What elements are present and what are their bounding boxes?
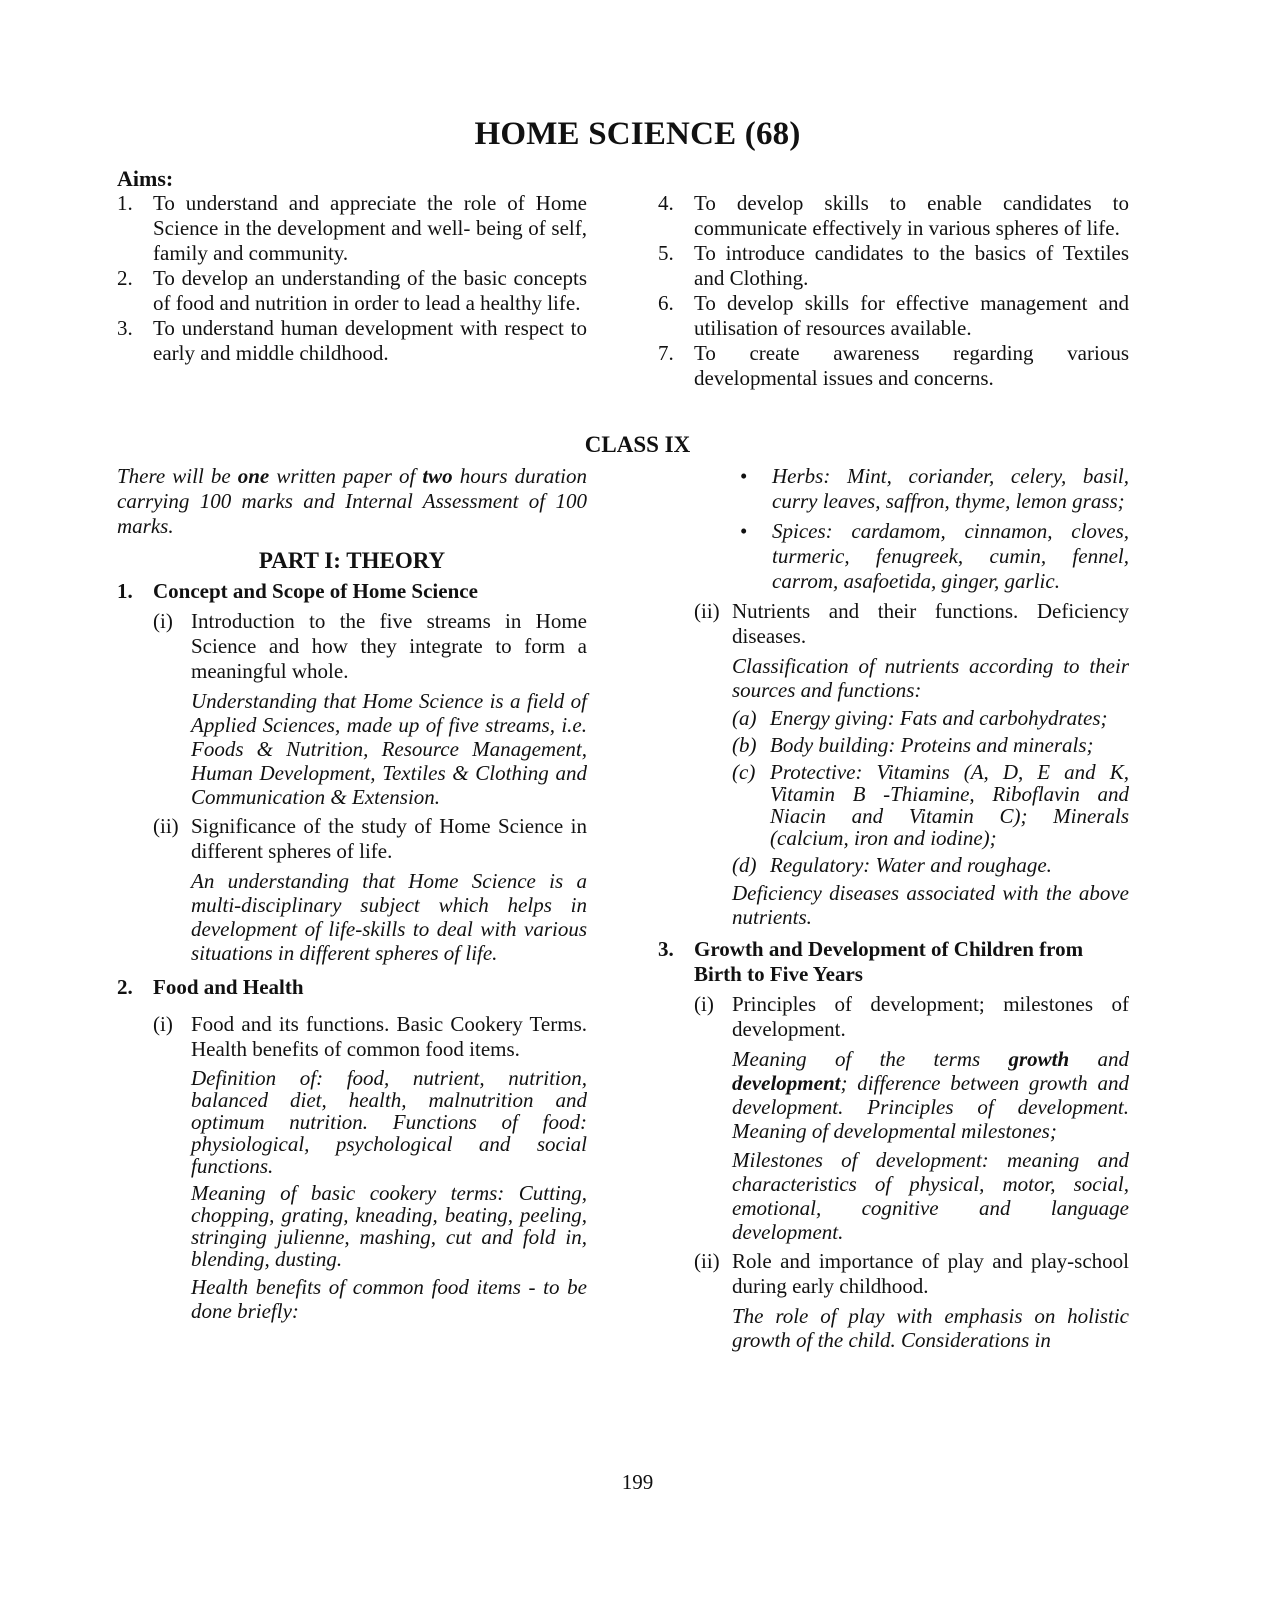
page-number: 199 <box>621 1470 654 1494</box>
detail-emphasis: development <box>732 1071 841 1095</box>
aim-item <box>658 241 1129 291</box>
subtopic-detail: Health benefits of common food items - to be done briefly: <box>191 1275 587 1323</box>
subtopic-number: (ii) <box>694 1249 720 1273</box>
subtopic-detail: Deficiency diseases associated with the above nutrients. <box>732 881 1129 929</box>
section-heading <box>117 975 587 1000</box>
detail-text: and <box>1069 1047 1129 1071</box>
subtopic-text: Introduction to the five streams in Home Science and how they integrate to form a meaningful whole. <box>191 609 587 683</box>
section-title: Growth and Development of Children from Birth to Five Years <box>694 937 1084 986</box>
list-letter: (b) <box>732 733 757 757</box>
aims-right-column <box>658 191 1129 391</box>
page-title: HOME SCIENCE (68) <box>474 116 801 152</box>
list-item <box>658 854 1129 876</box>
aims-list <box>117 191 587 366</box>
aim-text: To understand human development with respect to early and middle childhood. <box>153 316 587 365</box>
aim-item <box>117 266 587 316</box>
aim-number: 3. <box>117 316 133 340</box>
subtopic-detail: Milestones of development: meaning and characteristics of physical, motor, social, emotional, cognitive and language development. <box>732 1148 1129 1244</box>
aim-item <box>658 191 1129 241</box>
aim-text: To introduce candidates to the basics of Textiles and Clothing. <box>694 241 1129 290</box>
aim-text: To create awareness regarding various developmental issues and concerns. <box>694 341 1129 390</box>
aim-number: 1. <box>117 191 133 215</box>
list-letter: (c) <box>732 760 756 784</box>
detail-text: Meaning of the terms <box>732 1047 1009 1071</box>
list-letter: (d) <box>732 853 757 877</box>
section-heading <box>117 579 587 604</box>
detail-text: ; difference between growth and development. Principles of development. Meaning of developmental milestones; <box>732 1071 1129 1143</box>
subtopic-detail: An understanding that Home Science is a multi-disciplinary subject which helps in development of life-skills to deal with various situations in different spheres of life. <box>191 869 587 965</box>
list-item <box>658 761 1129 849</box>
list-item <box>658 707 1129 729</box>
bullet-icon: • <box>740 519 748 543</box>
subtopic-number: (ii) <box>153 814 179 838</box>
list-item <box>658 734 1129 756</box>
intro-emphasis: two <box>422 464 453 488</box>
aim-text: To develop skills for effective management and utilisation of resources available. <box>694 291 1129 340</box>
intro-emphasis: one <box>237 464 270 488</box>
bullet-text: Herbs: Mint, coriander, celery, basil, curry leaves, saffron, thyme, lemon grass; <box>772 464 1129 513</box>
subtopic-detail: Understanding that Home Science is a field of Applied Sciences, made up of five streams, i.e. Foods & Nutrition, Resource Management, Human Development, Textiles & Clothing and Communication & Extension. <box>191 689 587 809</box>
subtopic-number: (ii) <box>694 599 720 623</box>
intro-text: There will be <box>117 464 238 488</box>
subtopic <box>117 814 587 864</box>
subtopic-number: (i) <box>694 992 714 1016</box>
list-text: Protective: Vitamins (A, D, E and K, Vitamin B -Thiamine, Riboflavin and Niacin and Vitamin C); Minerals (calcium, iron and iodine); <box>770 760 1129 850</box>
subtopic-text: Nutrients and their functions. Deficiency diseases. <box>732 599 1129 648</box>
subtopic-text: Significance of the study of Home Science in different spheres of life. <box>191 814 587 863</box>
subtopic-text: Food and its functions. Basic Cookery Terms. Health benefits of common food items. <box>191 1012 587 1061</box>
list-item <box>658 519 1129 594</box>
section-title: Concept and Scope of Home Science <box>153 579 478 603</box>
section-number: 2. <box>117 975 133 999</box>
aim-item <box>658 341 1129 391</box>
aim-text: To understand and appreciate the role of Home Science in the development and well- being of self, family and community. <box>153 191 587 265</box>
aim-number: 6. <box>658 291 674 315</box>
aims-heading: Aims: <box>117 166 174 191</box>
subtopic-detail: Definition of: food, nutrient, nutrition, balanced diet, health, malnutrition and optimum nutrition. Functions of food: physiological, psychological and social functions. <box>191 1066 587 1178</box>
subtopic-text: Principles of development; milestones of development. <box>732 992 1129 1041</box>
subtopic <box>117 1012 587 1062</box>
list-item <box>658 464 1129 514</box>
list-text: Regulatory: Water and roughage. <box>770 853 1052 877</box>
aim-item <box>117 191 587 266</box>
subtopic-detail: The role of play with emphasis on holistic growth of the child. Considerations in <box>732 1304 1129 1352</box>
section-number: 3. <box>658 937 674 961</box>
aim-item <box>117 316 587 366</box>
subtopic <box>117 609 587 684</box>
aim-number: 4. <box>658 191 674 215</box>
section-title: Food and Health <box>153 975 304 999</box>
aim-text: To develop skills to enable candidates to communicate effectively in various spheres of life. <box>694 191 1129 240</box>
aim-number: 2. <box>117 266 133 290</box>
subtopic <box>658 992 1129 1042</box>
intro-text: written paper of <box>269 464 423 488</box>
aim-number: 5. <box>658 241 674 265</box>
section-heading <box>658 937 1129 987</box>
subtopic <box>658 599 1129 649</box>
subtopic-detail <box>658 1047 1129 1143</box>
left-column <box>117 464 587 1323</box>
subtopic-number: (i) <box>153 609 173 633</box>
subtopic-detail: Classification of nutrients according to their sources and functions: <box>732 654 1129 702</box>
detail-emphasis: growth <box>1008 1047 1070 1071</box>
list-text: Energy giving: Fats and carbohydrates; <box>770 706 1108 730</box>
class-heading: CLASS IX <box>584 432 691 457</box>
aim-item <box>658 291 1129 341</box>
list-letter: (a) <box>732 706 757 730</box>
right-column <box>658 464 1129 1352</box>
subtopic-number: (i) <box>153 1012 173 1036</box>
bullet-text: Spices: cardamom, cinnamon, cloves, turmeric, fenugreek, cumin, fennel, carrom, asafoetida, ginger, garlic. <box>772 519 1129 593</box>
aim-number: 7. <box>658 341 674 365</box>
subtopic-text: Role and importance of play and play-school during early childhood. <box>732 1249 1129 1298</box>
aims-left-column <box>117 166 587 366</box>
bullet-icon: • <box>740 464 748 488</box>
intro-text: hours duration carrying 100 marks and Internal Assessment of 100 marks. <box>117 464 588 538</box>
aim-text: To develop an understanding of the basic concepts of food and nutrition in order to lead a healthy life. <box>153 266 587 315</box>
exam-intro <box>117 464 587 539</box>
list-text: Body building: Proteins and minerals; <box>770 733 1094 757</box>
subtopic <box>658 1249 1129 1299</box>
section-number: 1. <box>117 579 133 603</box>
subtopic-detail: Meaning of basic cookery terms: Cutting, chopping, grating, kneading, beating, peeling, stringing julienne, mashing, cut and fold in, blending, dusting. <box>191 1181 587 1271</box>
part-heading: PART I: THEORY <box>258 548 446 573</box>
